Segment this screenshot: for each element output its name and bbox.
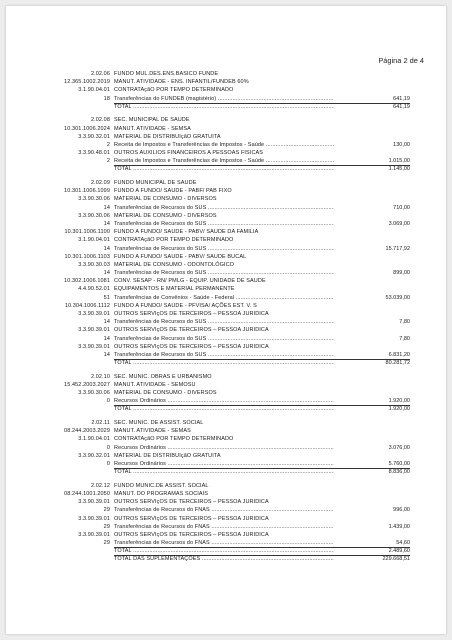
classification-line — [58, 490, 410, 498]
line-description: Receita de Impostos e Transferências de Impostos - Saúde ..... — [114, 157, 334, 165]
line-description: Transferências de Recursos do SUS ..... — [114, 269, 334, 277]
line-amount: 996,00 — [393, 507, 410, 514]
classification-line — [58, 228, 410, 236]
line-description: OUTROS SERVIçOS DE TERCEIROS – PESSOA JURIDICA — [114, 515, 269, 522]
line-code: 10.301.1006.1100 — [64, 229, 110, 236]
line-description: Recursos Ordinários ..... — [114, 444, 334, 452]
resource-line — [58, 335, 410, 343]
classification-line — [58, 78, 410, 86]
line-description: Recursos Ordinários ..... — [114, 397, 334, 405]
line-code: 3.3.90.30.03 — [78, 261, 110, 268]
resource-line — [58, 444, 410, 452]
line-code: 10.301.1006.1103 — [64, 253, 110, 260]
line-code: 3.3.90.30.06 — [78, 212, 110, 219]
line-description: OUTROS SERVIçOS DE TERCEIROS – PESSOA JURIDICA — [114, 327, 269, 334]
line-description: MANUT. ATIVIDADE - ENS. INFANTIL/FUNDEB 60% — [114, 79, 249, 86]
line-code: 3.3.90.30.06 — [78, 390, 110, 397]
line-description: Transferências de Recursos do FNAS ..... — [114, 539, 334, 547]
line-code: 14 — [103, 220, 110, 227]
line-description: MATERIAL DE CONSUMO - DIVERSOS — [114, 212, 217, 219]
line-code: 0 — [106, 461, 110, 467]
resource-line — [58, 506, 410, 514]
total-line — [58, 547, 410, 555]
line-code: 29 — [103, 507, 110, 514]
classification-line — [58, 326, 410, 334]
line-code: 10.301.1006.2024 — [64, 125, 110, 132]
line-amount: 8.836,00 — [388, 469, 410, 476]
resource-line — [58, 539, 410, 547]
classification-line — [58, 310, 410, 318]
classification-line — [58, 435, 410, 443]
resource-line — [58, 318, 410, 326]
line-description: FUNDO A FUNDO/ SAUDE - PABF/ PAB FIXO — [114, 188, 232, 195]
line-description: Recursos Ordinários ..... — [114, 460, 334, 468]
resource-line — [58, 269, 410, 277]
line-code: 3.3.90.39.01 — [78, 343, 110, 350]
line-description: SEC. MUNICIPAL DE SAUDE — [114, 117, 190, 124]
line-code: 3.3.90.39.01 — [78, 311, 110, 318]
line-description: SEC. MUNIC. OBRAS E URBANISMO — [114, 373, 212, 380]
line-description: Transferências de Recursos do SUS ..... — [114, 318, 334, 326]
line-code: 10.301.1006.1099 — [64, 188, 110, 195]
resource-line — [58, 351, 410, 359]
line-amount: 54,60 — [396, 540, 410, 547]
line-description: FUNDO MUNIC.DE ASSIST. SOCIAL — [114, 482, 209, 489]
resource-line — [58, 523, 410, 531]
line-description: TOTAL ..... — [114, 547, 334, 555]
line-code: 0 — [106, 398, 110, 405]
resource-line — [58, 141, 410, 149]
line-description: OUTROS SERVIçOS DE TERCEIROS – PESSOA JURIDICA — [114, 343, 269, 350]
line-amount: 1.015,00 — [388, 158, 410, 165]
line-description: OUTROS SERVIçOS DE TERCEIROS – PESSOA JURIDICA — [114, 499, 269, 506]
line-description: CONV. SESAP - RN/ PMLG - EQUIP. UNIDADE DE SAUDE — [114, 278, 266, 285]
line-description: MATERIAL DE CONSUMO - ODONTOLÓGICO — [114, 261, 235, 268]
line-description: Transferências de Recursos do FNAS ..... — [114, 506, 334, 514]
line-description: Transferências de Recursos do SUS ..... — [114, 335, 334, 343]
line-description: MANUT. ATIVIDADE - SEMSA — [114, 125, 191, 132]
line-code: 18 — [103, 95, 110, 102]
classification-line — [58, 133, 410, 141]
classification-line — [58, 149, 410, 157]
line-code: 2.02.10 — [90, 373, 110, 380]
line-description: Transferências de Recursos do SUS ..... — [114, 220, 334, 228]
line-amount: 15.717,92 — [385, 245, 410, 252]
classification-line — [58, 373, 410, 381]
line-description: MATERIAL DE DISTRIBUIçãO GRATUITA — [114, 452, 221, 459]
resource-line — [58, 95, 410, 103]
line-description: MANUT. ATIVIDADE - SEMOSU — [114, 381, 196, 388]
line-description: MANUT. DO PROGRAMAS SOCIAIS — [114, 490, 209, 497]
classification-line — [58, 343, 410, 351]
classification-line — [58, 195, 410, 203]
line-code: 14 — [103, 351, 110, 358]
line-amount: 899,00 — [393, 270, 410, 277]
document-page — [6, 6, 446, 634]
classification-line — [58, 381, 410, 389]
line-description: CONTRATAçãO POR TEMPO DETERMINADO — [114, 87, 234, 94]
classification-line — [58, 498, 410, 506]
classification-line — [58, 419, 410, 427]
line-code: 3.1.90.04.01 — [78, 87, 110, 94]
grand-total-line — [58, 555, 410, 563]
line-description: TOTAL ..... — [114, 468, 334, 476]
line-code: 14 — [103, 270, 110, 277]
line-code: 2.02.08 — [90, 117, 110, 124]
line-description: OUTROS SERVIçOS DE TERCEIROS – PESSOA JURIDICA — [114, 531, 269, 538]
line-code: 2.02.06 — [90, 71, 110, 77]
line-description: OUTROS SERVIçOS DE TERCEIROS – PESSOA JURIDICA — [114, 311, 269, 318]
line-code: 51 — [103, 294, 110, 301]
line-amount: 641,19 — [393, 103, 410, 110]
line-description: OUTROS AUXILIOS FINANCEIROS A PESSOAS FISICAS — [114, 150, 264, 157]
classification-line — [58, 236, 410, 244]
line-code: 3.3.90.32.01 — [78, 133, 110, 140]
line-code: 3.3.90.39.01 — [78, 327, 110, 334]
resource-line — [58, 204, 410, 212]
line-code: 14 — [103, 245, 110, 252]
line-description: FUNDO MUL.DES.ENS.BASICO FUNDE — [114, 71, 219, 77]
budget-lines — [58, 70, 410, 564]
classification-line — [58, 70, 410, 78]
line-description: FUNDO MUNICIPAL DE SAUDE — [114, 180, 197, 187]
line-code: 4.4.90.52.01 — [78, 286, 110, 293]
classification-line — [58, 187, 410, 195]
line-description: MANUT. ATIVIDADE - SEMAS — [114, 428, 191, 435]
classification-line — [58, 116, 410, 124]
total-line — [58, 405, 410, 413]
line-description: Transferências de Convênios - Saúde - Federal ..... — [114, 294, 334, 302]
line-amount: 1.439,00 — [388, 523, 410, 530]
line-code: 14 — [103, 335, 110, 342]
resource-line — [58, 220, 410, 228]
line-code: 12.365.1002.2019 — [64, 79, 110, 86]
line-description: Transferências de Recursos do SUS ..... — [114, 245, 334, 253]
line-code: 3.3.90.39.01 — [78, 499, 110, 506]
line-code: 10.304.1006.1112 — [64, 302, 110, 309]
resource-line — [58, 460, 410, 468]
line-code: 2 — [106, 158, 110, 165]
line-code: 29 — [103, 540, 110, 547]
line-description: EQUIPAMENTOS E MATERIAL PERMANENTE — [114, 286, 235, 293]
classification-line — [58, 212, 410, 220]
classification-line — [58, 515, 410, 523]
line-amount: 7,80 — [399, 319, 410, 326]
line-description: MATERIAL DE CONSUMO - DIVERSOS — [114, 196, 217, 203]
line-description: Transferências de Recursos do SUS ..... — [114, 351, 334, 359]
line-code: 29 — [103, 523, 110, 530]
line-amount: 710,00 — [393, 204, 410, 211]
line-description: TOTAL DAS SUPLEMENTAÇÕES ..... — [114, 555, 334, 563]
classification-line — [58, 86, 410, 94]
classification-line — [58, 179, 410, 187]
line-code: 3.3.90.30.06 — [78, 196, 110, 203]
classification-line — [58, 531, 410, 539]
total-line — [58, 165, 410, 173]
line-description: Transferências do FUNDEB (magistério) ..... — [114, 95, 334, 103]
line-amount: 80.281,72 — [385, 360, 410, 367]
line-code: 08.244.2003.2029 — [64, 428, 110, 435]
line-amount: 3.076,00 — [388, 444, 410, 451]
line-amount: 2.489,60 — [388, 548, 410, 555]
line-description: Transferências de Recursos do SUS ..... — [114, 204, 334, 212]
resource-line — [58, 245, 410, 253]
resource-line — [58, 294, 410, 302]
line-code: 14 — [103, 319, 110, 326]
line-description: TOTAL ..... — [114, 359, 334, 367]
line-description: TOTAL ..... — [114, 165, 334, 173]
line-description: Receita de Impostos e Transferências de Impostos - Saúde ..... — [114, 141, 334, 149]
line-amount: 3.069,00 — [388, 220, 410, 227]
classification-line — [58, 452, 410, 460]
total-line — [58, 103, 410, 111]
line-code: 14 — [103, 204, 110, 211]
page-number: Página 2 de 4 — [378, 56, 424, 65]
classification-line — [58, 125, 410, 133]
line-code: 3.1.90.04.01 — [78, 237, 110, 244]
classification-line — [58, 277, 410, 285]
line-code: 08.244.1001.2050 — [64, 490, 110, 497]
line-code: 2.02.09 — [90, 180, 110, 187]
line-description: FUNDO A FUNDO/ SAUDE - PABV/ SAUDE BUCAL — [114, 253, 247, 260]
line-amount: 7,80 — [399, 335, 410, 342]
line-amount: 641,19 — [393, 95, 410, 102]
line-amount: 6.831,20 — [388, 351, 410, 358]
resource-line — [58, 397, 410, 405]
total-line — [58, 468, 410, 476]
line-description: CONTRATAçãO POR TEMPO DETERMINADO — [114, 436, 234, 443]
line-description: Transferências de Recursos do FNAS ..... — [114, 523, 334, 531]
resource-line — [58, 157, 410, 165]
line-description: TOTAL ..... — [114, 405, 334, 413]
classification-line — [58, 482, 410, 490]
line-description: TOTAL ..... — [114, 103, 334, 111]
line-amount: 130,00 — [393, 141, 410, 148]
line-code: 2.02.11 — [91, 420, 110, 427]
line-description: FUNDO A FUNDO/ SAUDE - PABV/ SAUDE DA FAMILIA — [114, 229, 259, 236]
line-code: 3.1.90.04.01 — [78, 436, 110, 443]
line-code: 3.3.90.39.01 — [78, 531, 110, 538]
line-amount: 1.920,00 — [388, 406, 410, 413]
line-description: MATERIAL DE CONSUMO - DIVERSOS — [114, 390, 217, 397]
line-description: FUNDO A FUNDO/ SAUDE - PFVISA/ AÇÕES EST. V. S — [114, 302, 257, 309]
line-code: 3.3.90.39.01 — [78, 515, 110, 522]
line-amount: 53.039,00 — [385, 294, 410, 301]
line-code: 2.02.12 — [90, 482, 110, 489]
line-amount: 1.145,00 — [388, 166, 410, 173]
total-line — [58, 359, 410, 367]
classification-line — [58, 285, 410, 293]
line-code: 0 — [106, 444, 110, 451]
classification-line — [58, 389, 410, 397]
line-code: 2 — [106, 141, 110, 148]
line-amount: 229.668,51 — [382, 556, 410, 563]
classification-line — [58, 427, 410, 435]
line-amount: 5.760,00 — [388, 461, 410, 467]
line-code: 15.452.2003.2027 — [64, 381, 110, 388]
line-code: 10.302.1006.1081 — [64, 278, 110, 285]
line-description: MATERIAL DE DISTRIBUIçãO GRATUITA — [114, 133, 221, 140]
line-description: SEC. MUNIC. DE ASSIST. SOCIAL — [114, 420, 204, 427]
line-code: 3.3.90.32.01 — [78, 452, 110, 459]
classification-line — [58, 302, 410, 310]
line-amount: 1.920,00 — [388, 398, 410, 405]
classification-line — [58, 261, 410, 269]
line-description: CONTRATAçãO POR TEMPO DETERMINADO — [114, 237, 234, 244]
classification-line — [58, 253, 410, 261]
line-code: 3.3.90.48.01 — [78, 150, 110, 157]
